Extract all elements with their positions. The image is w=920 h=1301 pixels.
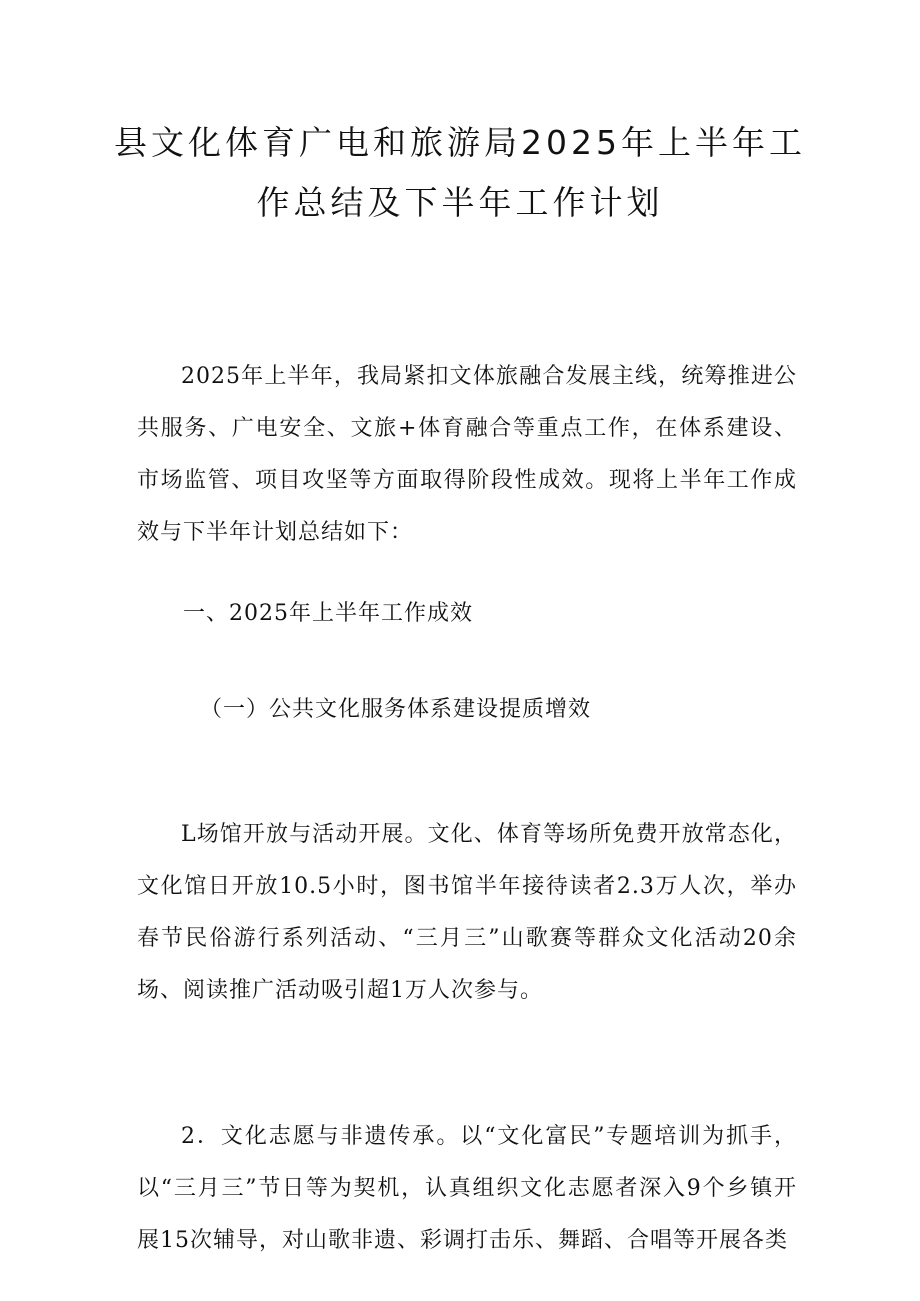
venue-activities-paragraph: L场馆开放与活动开展。文化、体育等场所免费开放常态化，文化馆日开放10.5小时，图书馆半年接待读者2.3万人次，举办春节民俗游行系列活动、“三月三”山歌赛等群众文化活动20余场、阅读推广活动吸引超1万人次参与。 bbox=[137, 822, 797, 1003]
document-title-line-2: 作总结及下半年工作计划 bbox=[256, 183, 664, 222]
intro-paragraph: 2025年上半年，我局紧扣文体旅融合发展主线，统筹推进公共服务、广电安全、文旅+体育融合等重点工作，在体系建设、市场监管、项目攻坚等方面取得阶段性成效。现将上半年工作成效与下半年计划总结如下： bbox=[137, 364, 797, 545]
document-title-line-1: 县文化体育广电和旅游局2025年上半年工 bbox=[114, 123, 806, 162]
subsection-heading: （一）公共文化服务体系建设提质增效 bbox=[200, 697, 592, 722]
section-heading: 一、2025年上半年工作成效 bbox=[183, 601, 473, 626]
volunteer-heritage-paragraph: 2．文化志愿与非遗传承。以“文化富民”专题培训为抓手，以“三月三”节日等为契机，认真组织文化志愿者深入9个乡镇开展15次辅导，对山歌非遗、彩调打击乐、舞蹈、合唱等开展各类 bbox=[137, 1124, 797, 1253]
